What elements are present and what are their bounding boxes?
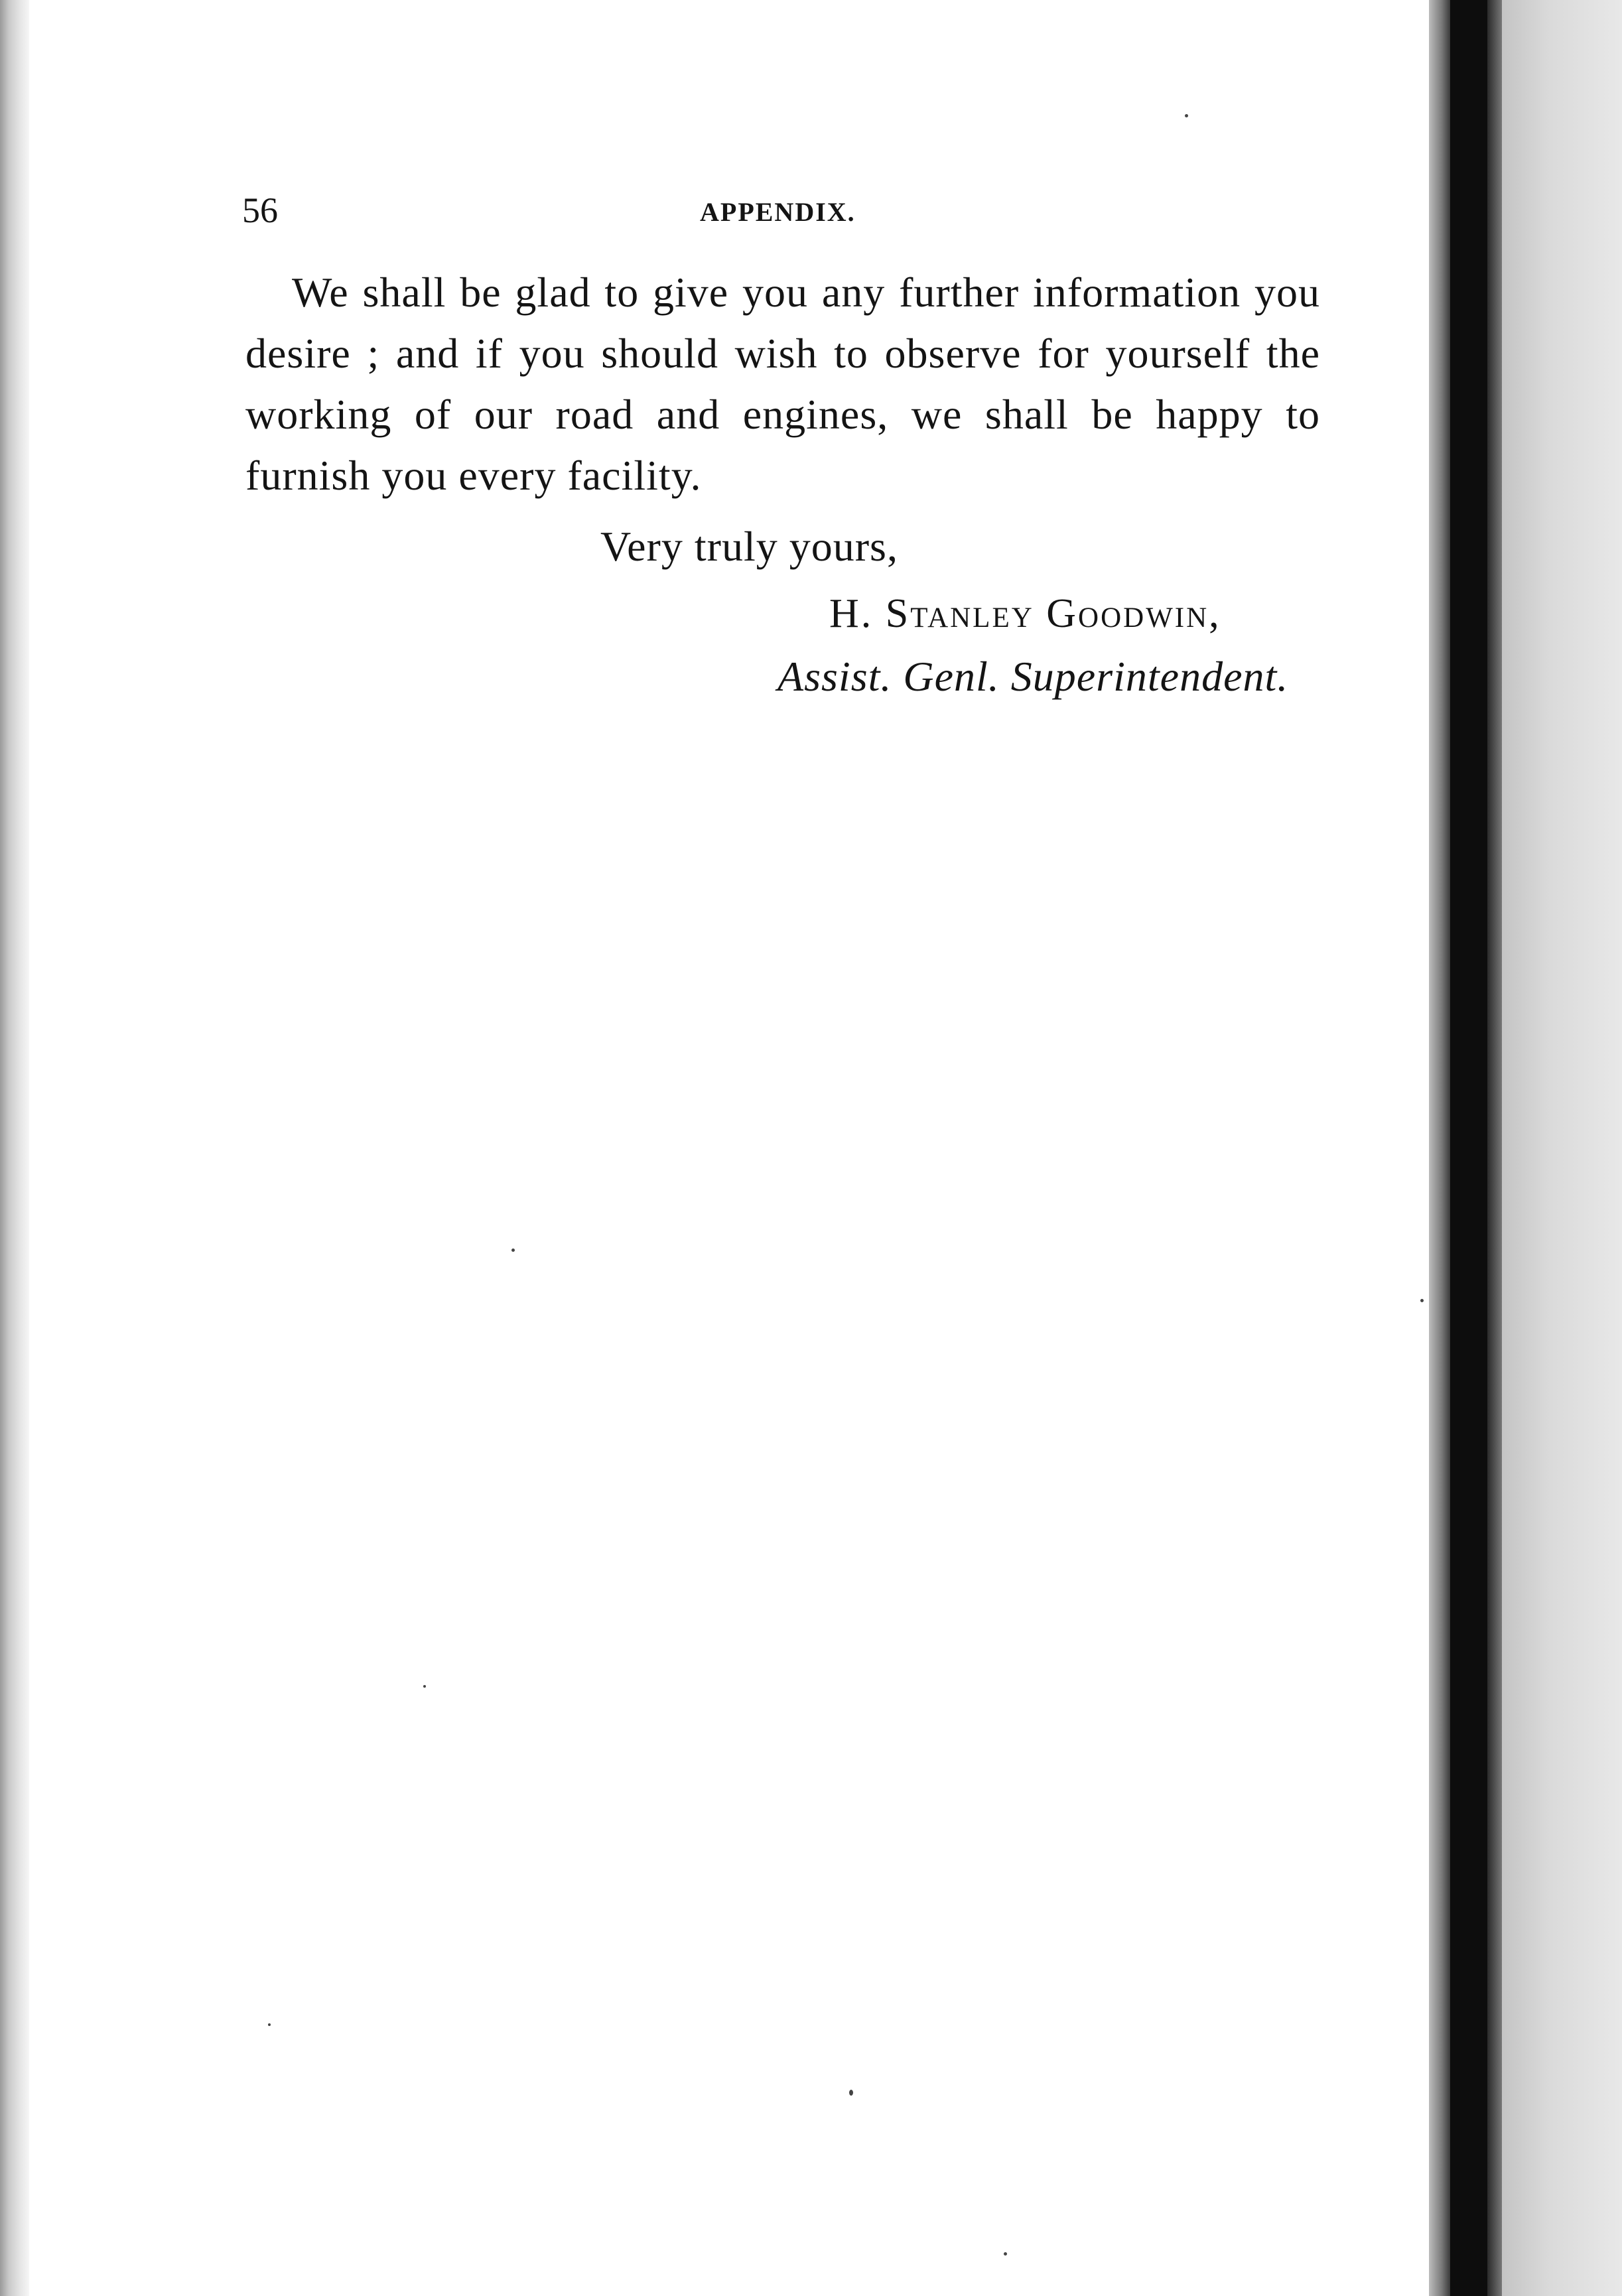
spine-edge [1487, 0, 1502, 2296]
scan-speck [268, 2023, 271, 2026]
scan-speck [1420, 1299, 1424, 1302]
scan-speck [849, 2090, 853, 2096]
running-head [242, 187, 1330, 234]
scan-speck [1004, 2252, 1007, 2256]
running-head-title: APPENDIX. [700, 197, 856, 227]
scan-left-edge [0, 0, 29, 2296]
scan-speck [423, 1685, 426, 1688]
scan-right-margin [1502, 0, 1622, 2296]
page-number: 56 [242, 190, 278, 230]
scan-speck [511, 1249, 515, 1252]
signer-name: H. Stanley Goodwin, [829, 591, 1221, 636]
body-paragraph: We shall be glad to give you any further information you desire ; and if you should wish to observe for yourself the working of our road and engines, we shall be happy to furnish you every facility. [245, 269, 1320, 499]
scan-speck [1185, 114, 1188, 117]
closing-salutation: Very truly yours, [600, 523, 898, 570]
signer-title: Assist. Genl. Superintendent. [777, 653, 1289, 700]
body-text [245, 262, 1320, 506]
page-gutter-shadow [1429, 0, 1450, 2296]
book-spine [1450, 0, 1487, 2296]
